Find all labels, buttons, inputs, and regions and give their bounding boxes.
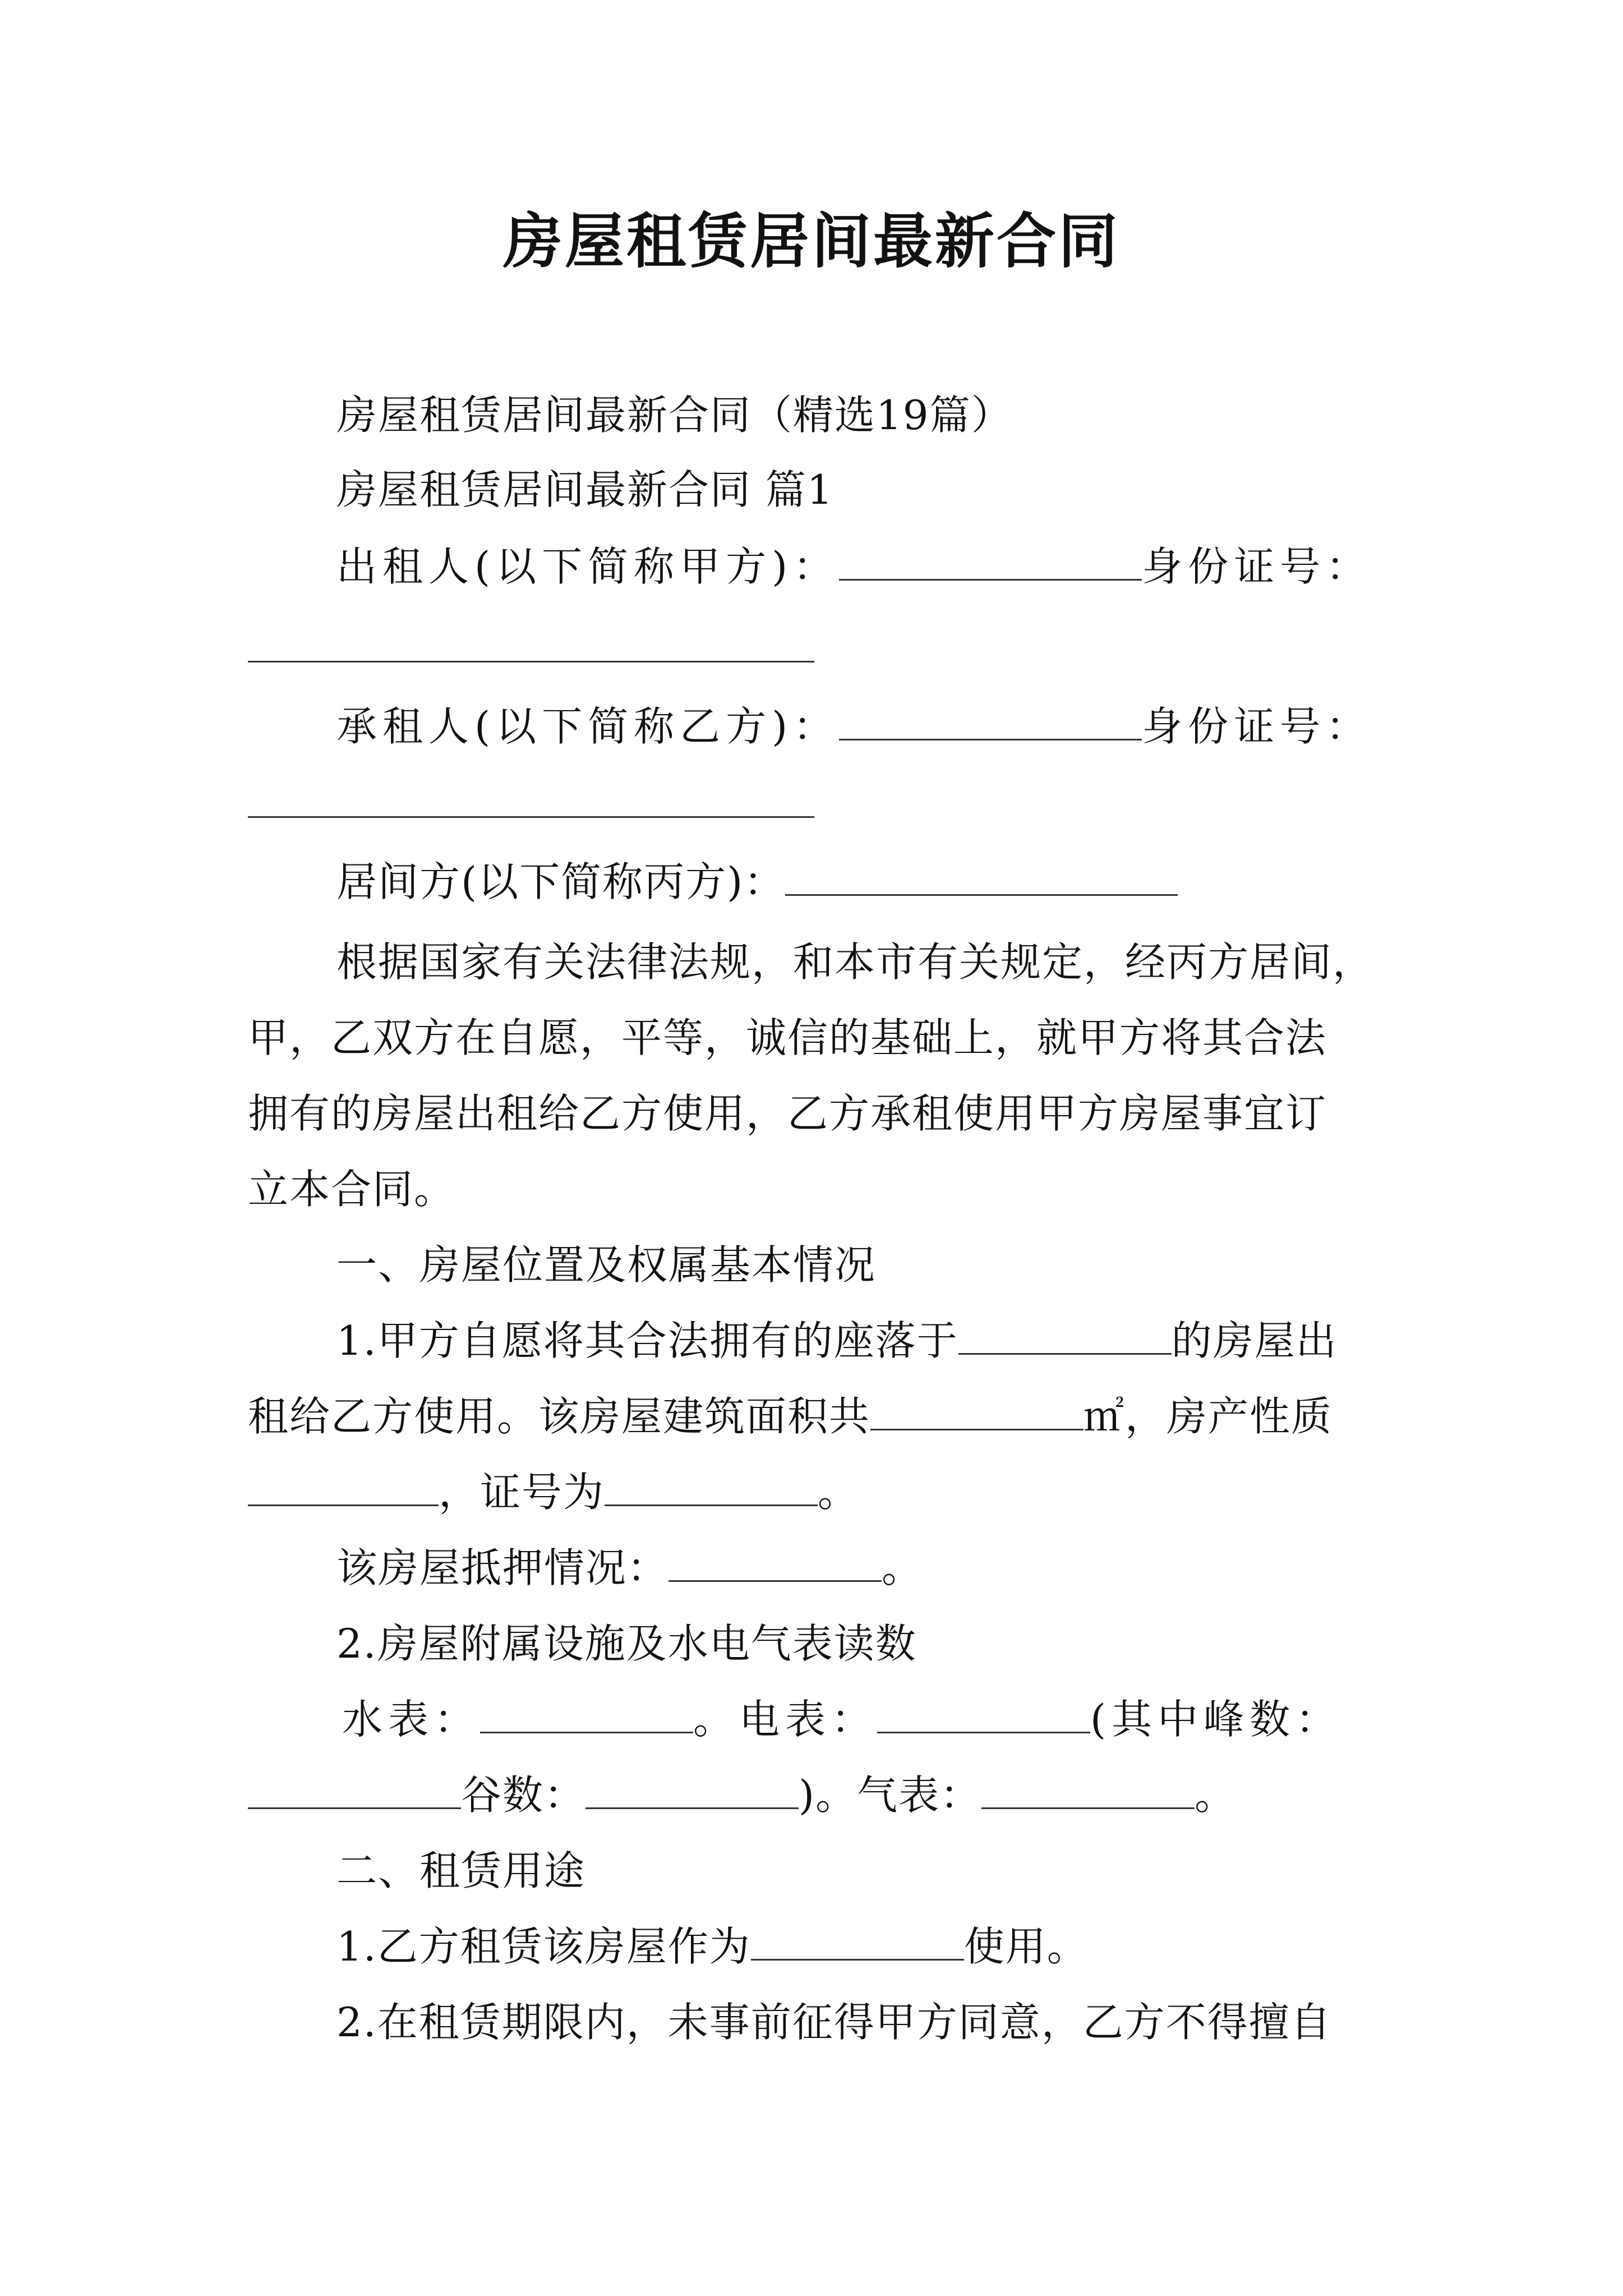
s2-item1-text-b: 使用。 [963, 1923, 1089, 1970]
peak-blank [248, 1767, 461, 1809]
intro-line-2: 甲，乙双方在自愿，平等，诚信的基础上，就甲方将其合法 [248, 1014, 1327, 1061]
broker-line [336, 854, 1178, 910]
document-title: 房屋租赁居间最新合同 [503, 206, 1120, 276]
intro-line-3: 拥有的房屋出租给乙方使用，乙方承租使用甲方房屋事宜订 [248, 1090, 1327, 1137]
s1-item2: 2.房屋附属设施及水电气表读数 [336, 1620, 917, 1667]
lessor-id-blank [248, 661, 814, 662]
lessor-id-label: 身份证号： [1142, 543, 1372, 590]
electric-meter-blank [877, 1691, 1090, 1733]
property-type-blank [248, 1464, 439, 1506]
meter-line-2 [248, 1767, 1236, 1823]
lessor-line [336, 539, 1372, 595]
s1-item1-line-3 [248, 1464, 859, 1520]
s2-item1 [336, 1918, 1089, 1975]
gas-meter-label: )。气表： [799, 1772, 982, 1819]
mortgage-end: 。 [882, 1544, 924, 1591]
chapter-heading: 房屋租赁居间最新合同 篇1 [336, 466, 834, 513]
s1-item1-text-c: 租给乙方使用。该房屋建筑面积共 [248, 1393, 871, 1440]
lessee-line [336, 698, 1372, 754]
mortgage-line [336, 1540, 923, 1596]
s1-item1-line-2 [248, 1388, 1332, 1444]
intro-line-4: 立本合同。 [248, 1166, 456, 1213]
s1-item1-text-a: 1.甲方自愿将其合法拥有的座落于 [336, 1317, 958, 1364]
mortgage-label: 该房屋抵押情况： [336, 1544, 669, 1591]
lessee-label: 承租人(以下简称乙方)： [336, 703, 840, 750]
lessor-name-blank [839, 539, 1142, 581]
broker-name-blank [785, 854, 1178, 896]
water-meter-label: 水表： [342, 1696, 481, 1743]
usage-blank [751, 1918, 964, 1961]
gas-meter-end: 。 [1195, 1772, 1237, 1819]
section-1-heading: 一、房屋位置及权属基本情况 [336, 1241, 877, 1289]
certificate-number-blank [605, 1464, 818, 1506]
lessee-id-blank [248, 816, 814, 818]
s2-item2: 2.在租赁期限内，未事前征得甲方同意，乙方不得擅自 [336, 1999, 1332, 2046]
s2-item1-text-a: 1.乙方租赁该房屋作为 [336, 1923, 751, 1970]
broker-label: 居间方(以下简称丙方)： [336, 858, 786, 905]
lessor-label: 出租人(以下简称甲方)： [336, 543, 840, 590]
lessee-id-label: 身份证号： [1142, 703, 1372, 750]
valley-blank [585, 1767, 799, 1809]
area-blank [870, 1388, 1083, 1430]
s1-item1-text-f: 。 [818, 1469, 860, 1516]
electric-meter-label: 。电表： [693, 1696, 878, 1743]
intro-line-1: 根据国家有关法律法规，和本市有关规定，经丙方居间， [336, 938, 1375, 986]
mortgage-blank [668, 1540, 882, 1582]
subtitle: 房屋租赁居间最新合同（精选19篇） [336, 392, 1013, 439]
water-meter-blank [480, 1691, 693, 1733]
location-blank [958, 1313, 1172, 1355]
gas-meter-blank [981, 1767, 1195, 1809]
s1-item1-line-1 [336, 1313, 1338, 1369]
lessee-name-blank [839, 698, 1142, 740]
s1-item1-text-e: ，证号为 [439, 1469, 605, 1516]
section-2-heading: 二、租赁用途 [336, 1847, 586, 1894]
s1-item1-text-d: ㎡，房产性质 [1083, 1393, 1333, 1440]
meter-line-1 [342, 1691, 1341, 1747]
peak-label: (其中峰数： [1090, 1696, 1342, 1743]
valley-label: 谷数： [461, 1772, 586, 1819]
s1-item1-text-b: 的房屋出 [1171, 1317, 1338, 1364]
